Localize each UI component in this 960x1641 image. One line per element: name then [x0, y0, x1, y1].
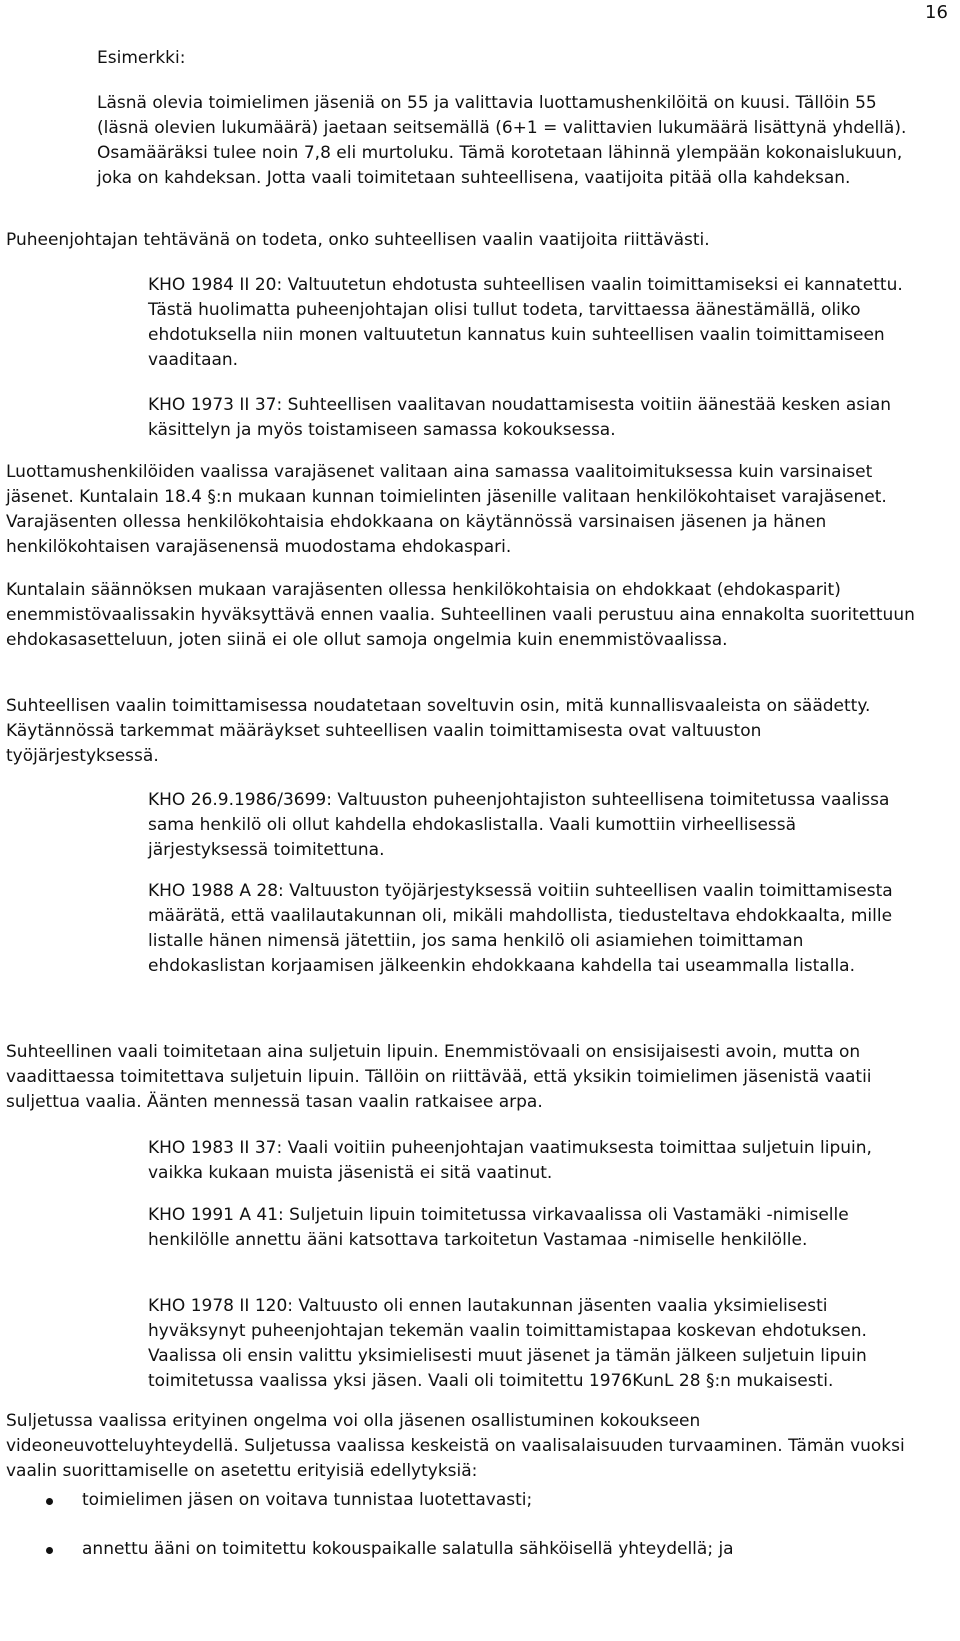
- paragraph-proportional-election: Suhteellisen vaalin toimittamisessa noudatetaan soveltuvin osin, mitä kunnallisvaaleista on säädetty. Käytännössä tarkemmat määräykset suhteellisen vaalin toimittamisesta ovat valtuuston työjärjestyksessä.: [6, 696, 871, 766]
- list-item-text: annettu ääni on toimitettu kokouspaikalle salatulla sähköisellä yhteydellä; ja: [82, 1539, 734, 1559]
- court-case-kho-1991: KHO 1991 A 41: Suljetuin lipuin toimitetussa virkavaalissa oli Vastamäki -nimiselle henkilölle annettu ääni katsottava tarkoitetun Vastamaa -nimiselle henkilölle.: [148, 1205, 849, 1250]
- list-item: [0, 1488, 940, 1513]
- example-heading: Esimerkki:: [97, 48, 186, 68]
- court-case-kho-1986: KHO 26.9.1986/3699: Valtuuston puheenjohtajiston suhteellisena toimitetussa vaalissa sama henkilö oli ollut kahdella ehdokaslistalla. Vaali kumottiin virheellisessä järjestyksessä toimitettuna.: [148, 790, 890, 860]
- court-case-kho-1973: KHO 1973 II 37: Suhteellisen vaalitavan noudattamisesta voitiin äänestää kesken asian käsittelyn ja myös toistamiseen samassa kokouksessa.: [148, 395, 892, 440]
- paragraph-candidate-pairs: Kuntalain säännöksen mukaan varajäsenten ollessa henkilökohtaisia on ehdokkaat (ehdokasparit) enemmistövaalissakin hyväksyttävä ennen vaalia. Suhteellinen vaali perustuu aina ennakolta suoritettuun ehdokasasetteluun, joten siinä ei ole ollut samoja ongelmia kuin enemmistövaalissa.: [6, 580, 915, 650]
- bullet-icon: [46, 1547, 53, 1554]
- court-case-kho-1983: KHO 1983 II 37: Vaali voitiin puheenjohtajan vaatimuksesta toimittaa suljetuin lipuin, vaikka kukaan muista jäsenistä ei sitä vaatinut.: [148, 1138, 872, 1183]
- court-case-kho-1984: KHO 1984 II 20: Valtuutetun ehdotusta suhteellisen vaalin toimittamiseksi ei kannatettu. Tästä huolimatta puheenjohtajan olisi tullut todeta, tarvittaessa äänestämällä, oliko ehdotuksella niin monen valtuutetun kannatus kuin suhteellisen vaalin toimittamiseen vaaditaan.: [148, 275, 903, 370]
- list-item: [0, 1537, 940, 1562]
- example-text: Läsnä olevia toimielimen jäseniä on 55 ja valittavia luottamushenkilöitä on kuusi. Tällöin 55 (läsnä olevien lukumäärä) jaetaan seitsemällä (6+1 = valittavien lukumäärä lisättynä yhdellä). Osamääräksi tulee noin 7,8 eli murtoluku. Tämä korotetaan lähinnä ylempään kokonaislukuun, joka on kahdeksan. Jotta vaali toimitetaan suhteellisena, vaatijoita pitää olla kahdeksan.: [97, 93, 907, 188]
- list-item-text: toimielimen jäsen on voitava tunnistaa luotettavasti;: [82, 1490, 533, 1510]
- court-case-kho-1988: KHO 1988 A 28: Valtuuston työjärjestyksessä voitiin suhteellisen vaalin toimittamisesta määrätä, että vaalilautakunnan oli, mikäli mahdollista, tiedusteltava ehdokkaalta, mille listalle hänen nimensä jätettiin, jos sama henkilö oli asiamiehen toimittaman ehdokaslistan korjaamisen jälkeenkin ehdokkaana kahdella tai useammalla listalla.: [148, 881, 893, 976]
- bullet-icon: [46, 1498, 53, 1505]
- page-number: 16: [925, 2, 948, 23]
- paragraph-chairman-duty: Puheenjohtajan tehtävänä on todeta, onko suhteellisen vaalin vaatijoita riittävästi.: [6, 230, 710, 250]
- requirements-list: [0, 1488, 940, 1586]
- paragraph-video-conference: Suljetussa vaalissa erityinen ongelma voi olla jäsenen osallistuminen kokoukseen videoneuvotteluyhteydellä. Suljetussa vaalissa keskeistä on vaalisalaisuuden turvaaminen. Tämän vuoksi vaalin suorittamiselle on asetettu erityisiä edellytyksiä:: [6, 1411, 905, 1481]
- paragraph-deputy-members: Luottamushenkilöiden vaalissa varajäsenet valitaan aina samassa vaalitoimituksessa kuin varsinaiset jäsenet. Kuntalain 18.4 §:n mukaan kunnan toimielinten jäsenille valitaan henkilökohtaiset varajäsenet. Varajäsenten ollessa henkilökohtaisia ehdokkaana on käytännössä varsinaisen jäsenen ja hänen henkilökohtaisen varajäsenensä muodostama ehdokaspari.: [6, 462, 887, 557]
- paragraph-closed-ballot: Suhteellinen vaali toimitetaan aina suljetuin lipuin. Enemmistövaali on ensisijaisesti avoin, mutta on vaadittaessa toimitettava suljetuin lipuin. Tällöin on riittävää, että yksikin toimielimen jäsenistä vaatii suljettua vaalia. Äänten mennessä tasan vaalin ratkaisee arpa.: [6, 1042, 872, 1112]
- court-case-kho-1978: KHO 1978 II 120: Valtuusto oli ennen lautakunnan jäsenten vaalia yksimielisesti hyväksynyt puheenjohtajan tekemän vaalin toimittamistapaa koskevan ehdotuksen. Vaalissa oli ensin valittu yksimielisesti muut jäsenet ja tämän jälkeen suljetuin lipuin toimitetussa vaalissa yksi jäsen. Vaali oli toimitettu 1976KunL 28 §:n mukaisesti.: [148, 1296, 867, 1391]
